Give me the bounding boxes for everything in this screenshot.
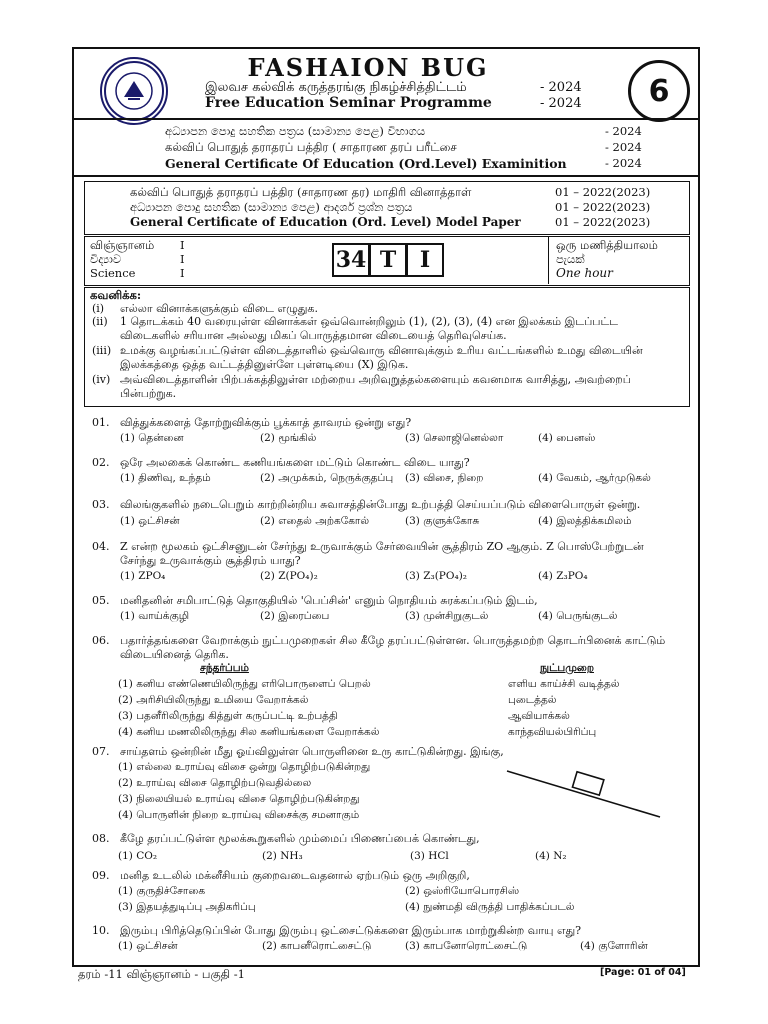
header-divider — [72, 118, 700, 120]
instruction-text: 1 தொடக்கம் 40 வரையுள்ள வினாக்கள் ஒவ்வொன்றிலும் (1), (2), (3), (4) என இலக்கம் இடப்பட்ட விடைகளில் சரியான அல்லது மிகப் பொருத்தமான விடையைத் தெரிவுசெய்க. — [120, 315, 618, 342]
model-code-2: 01 – 2022(2023) — [555, 200, 651, 214]
option: (1) CO₂ — [118, 850, 158, 862]
match-row-left: (3) பதனீரிலிருந்து கித்துள் கருப்பட்டி உற்பத்தி — [118, 710, 338, 722]
option: (3) HCl — [410, 850, 449, 862]
exam-year-1: - 2024 — [605, 124, 642, 138]
option: (3) விசை, நிறை — [405, 472, 484, 484]
question-number: 03. — [92, 498, 110, 511]
question-number: 06. — [92, 634, 110, 647]
question-text: ஒரே அலகைக் கொண்ட கணியங்களை மட்டும் கொண்ட விடை யாது? — [120, 456, 470, 469]
model-code-3: 01 – 2022(2023) — [555, 215, 651, 229]
question-text: வித்துக்களைத் தோற்றுவிக்கும் பூக்காத் தாவரம் ஒன்று எது? — [120, 416, 412, 429]
instruction-num: (iv) — [92, 373, 111, 386]
instruction-text: அவ்விடைத்தாளின் பிற்பக்கத்திலுள்ள மற்றைய அறிவுறுத்தல்களையும் கவனமாக வாசித்து, அவற்றைப் பின்பற்றுக. — [120, 373, 631, 400]
exam-english: General Certificate Of Education (Ord.Level) Examinition — [165, 156, 567, 171]
exam-year-3: - 2024 — [605, 156, 642, 170]
option: (2) காபனீரொட்சைட்டு — [262, 940, 372, 952]
question-text: சாய்தளம் ஒன்றின் மீது ஓய்விலுள்ள பொருளினை உரு காட்டுகின்றது. இங்கு, — [120, 745, 504, 758]
exam-divider — [72, 175, 700, 177]
option: (2) உராய்வு விசை தொழிற்படுவதில்லை — [118, 777, 312, 789]
subject-sinhala: විද්‍යාව — [90, 252, 122, 266]
option: (4) பைனஸ் — [538, 432, 596, 444]
duration-english: One hour — [556, 266, 613, 280]
match-row-right: எளிய காய்ச்சி வடித்தல் — [508, 678, 620, 690]
question-text: மனிதனின் சமிபாட்டுத் தொகுதியில் 'பெப்சின்' எனும் நொதியம் சுரக்கப்படும் இடம், — [120, 594, 538, 607]
option: (1) ஒட்சிசன் — [120, 515, 180, 527]
header-title: FASHAION BUG — [247, 53, 489, 82]
match-row-right: காந்தவியல்பிரிப்பு — [508, 726, 597, 738]
match-row-left: (2) அரிசியிலிருந்து உமியை வேறாக்கல் — [118, 694, 309, 706]
option: (3) குளுக்கோசு — [405, 515, 480, 527]
question-text: பதார்த்தங்களை வேறாக்கும் நுட்பமுறைகள் சில கீழே தரப்பட்டுள்ளன. பொருத்தமற்ற தொடர்பினைக் காட்டும் விடையினைத் தெரிக. — [120, 634, 666, 661]
match-row-right: ஆவியாக்கல் — [508, 710, 570, 722]
question-number: 01. — [92, 416, 110, 429]
option: (4) பெருங்குடல் — [538, 610, 618, 622]
instruction-num: (ii) — [92, 315, 108, 328]
question-text: மனித உடலில் மக்னீசியம் குறைவடைவதனால் ஏற்படும் ஒரு அறிகுறி, — [120, 869, 470, 882]
header-tamil-year: - 2024 — [540, 80, 582, 95]
question-number: 04. — [92, 540, 110, 553]
question-number: 05. — [92, 594, 110, 607]
subject-part-1: I — [180, 238, 185, 252]
option: (3) நிலையியல் உராய்வு விசை தொழிற்படுகின்றது — [118, 793, 360, 805]
option: (3) முன்சிறுகுடல் — [405, 610, 489, 622]
question-text: கீழே தரப்பட்டுள்ள மூலக்கூறுகளில் மும்மைப் பிணைப்பைக் கொண்டது, — [120, 832, 480, 845]
model-sinhala: අධ්‍යාපන පොදු සහතික (සාමාන්‍ය පෙළ) ආදර්ශ ප්‍රශ්න පත්‍රය — [130, 200, 413, 214]
header-english-year: - 2024 — [540, 96, 582, 111]
model-english: General Certificate of Education (Ord. Level) Model Paper — [130, 215, 521, 229]
option: (3) Z₃(PO₄)₂ — [405, 570, 468, 582]
instruction-text: எல்லா வினாக்களுக்கும் விடை எழுதுக. — [120, 302, 318, 315]
question-number: 02. — [92, 456, 110, 469]
exam-tamil: கல்விப் பொதுத் தராதரப் பத்திர ( சாதாரண தரப் பரீட்சை — [165, 140, 457, 154]
match-row-left: (4) கனிய மணலிலிருந்து சில கனியங்களை வேறாக்கல் — [118, 726, 380, 738]
option: (1) ஒட்சிசன் — [118, 940, 178, 952]
option: (3) செலாஜினெல்லா — [405, 432, 504, 444]
question-text: Z என்ற மூலகம் ஒட்சிசனுடன் சேர்ந்து உருவாக்கும் சேர்வையின் சூத்திரம் ZO ஆகும். Z பொஸ்பேற்றுடன் சேர்ந்து உருவாக்கும் சூத்திரம் யாது? — [120, 540, 644, 567]
subject-code-number: 34 — [332, 243, 370, 277]
page-indicator: [Page: 01 of 04] — [600, 967, 686, 978]
column-header-technique: நுட்பமுறை — [540, 662, 594, 674]
publisher-logo — [100, 57, 168, 125]
question-number: 09. — [92, 869, 110, 882]
instruction-text: உமக்கு வழங்கப்பட்டுள்ள விடைத்தாளில் ஒவ்வொரு வினாவுக்கும் உரிய வட்டங்களில் உமது விடையின் இலக்கத்தை ஒத்த வட்டத்தினுள்ளே புள்ளடியை (X) இடுக. — [120, 344, 643, 371]
option: (1) திணிவு, உந்தம் — [120, 472, 211, 484]
subject-part-3: I — [180, 266, 185, 280]
paper-number-badge: 6 — [628, 60, 690, 122]
subject-code-i: I — [406, 243, 444, 277]
instruction-num: (i) — [92, 302, 105, 315]
option: (2) NH₃ — [262, 850, 303, 862]
option: (1) குருதிச்சோகை — [118, 885, 206, 897]
question-number: 08. — [92, 832, 110, 845]
option: (4) பொருளின் நிறை உராய்வு விசைக்கு சமனாகும் — [118, 809, 360, 821]
duration-tamil: ஒரு மணித்தியாலம் — [556, 238, 658, 252]
option: (1) தென்னை — [120, 432, 184, 444]
option: (2) எதைல் அற்ககோல் — [260, 515, 370, 527]
option: (4) குளோரின் — [580, 940, 648, 952]
option: (2) அமுக்கம், நெருக்குதப்பு — [260, 472, 394, 484]
subject-tamil: விஞ்ஞானம் — [90, 238, 155, 252]
option: (2) Z(PO₄)₂ — [260, 570, 318, 582]
model-tamil: கல்விப் பொதுத் தராதரப் பத்திர (சாதாரண தர) மாதிரி வினாத்தாள் — [130, 185, 472, 199]
question-number: 10. — [92, 924, 110, 937]
option: (2) ஒஸ்ரியோபொரசிஸ் — [405, 885, 520, 897]
option: (4) நுண்மதி விருத்தி பாதிக்கப்படல் — [405, 901, 575, 913]
subject-english: Science — [90, 266, 136, 280]
question-text: விலங்குகளில் நடைபெறும் காற்றின்றிய சுவாசத்தின்போது உற்பத்தி செய்யப்படும் விளைபொருள் ஒன்று. — [120, 498, 641, 511]
header-english-line: Free Education Seminar Programme — [205, 95, 492, 111]
match-row-left: (1) கனிய எண்ணெயிலிருந்து எரிபொருளைப் பெறல் — [118, 678, 371, 690]
subject-code-t: T — [369, 243, 407, 277]
exam-year-2: - 2024 — [605, 140, 642, 154]
option: (1) வாய்க்குழி — [120, 610, 190, 622]
question-number: 07. — [92, 745, 110, 758]
option: (4) Z₃PO₄ — [538, 570, 588, 582]
question-text: இரும்பு பிரித்தெடுப்பின் போது இரும்பு ஒட்சைட்டுக்களை இரும்பாக மாற்றுகின்ற வாயு எது? — [120, 924, 582, 937]
match-row-right: புடைத்தல் — [508, 694, 557, 706]
option: (2) மூங்கில் — [260, 432, 317, 444]
exam-sinhala: අධ්‍යාපන පොදු සහතික පත්‍රය (සාමාන්‍ය පෙළ) විභාගය — [165, 124, 426, 138]
option: (1) எல்லை உராய்வு விசை ஒன்று தொழிற்படுகின்றது — [118, 761, 371, 773]
option: (4) வேகம், ஆர்முடுகல் — [538, 472, 651, 484]
column-header-situation: சந்தர்ப்பம் — [200, 662, 249, 674]
duration-divider — [548, 236, 549, 284]
header-tamil-line: இலவச கல்விக் கருத்தரங்கு நிகழ்ச்சித்திட்டம் — [205, 80, 467, 95]
inclined-plane-diagram — [505, 767, 665, 827]
instruction-num: (iii) — [92, 344, 112, 357]
option: (4) இலத்திக்கமிலம் — [538, 515, 632, 527]
option: (3) காபனோரொட்சைட்டு — [405, 940, 528, 952]
duration-sinhala: පැයක් — [556, 252, 585, 266]
instructions-title: கவனிக்க: — [90, 288, 142, 302]
model-code-1: 01 – 2022(2023) — [555, 185, 651, 199]
option: (3) இதயத்துடிப்பு அதிகரிப்பு — [118, 901, 256, 913]
subject-part-2: I — [180, 252, 185, 266]
footer-left: தரம் -11 விஞ்ஞானம் - பகுதி -1 — [78, 967, 245, 981]
option: (2) இரைப்பை — [260, 610, 330, 622]
option: (4) N₂ — [535, 850, 567, 862]
option: (1) ZPO₄ — [120, 570, 166, 582]
